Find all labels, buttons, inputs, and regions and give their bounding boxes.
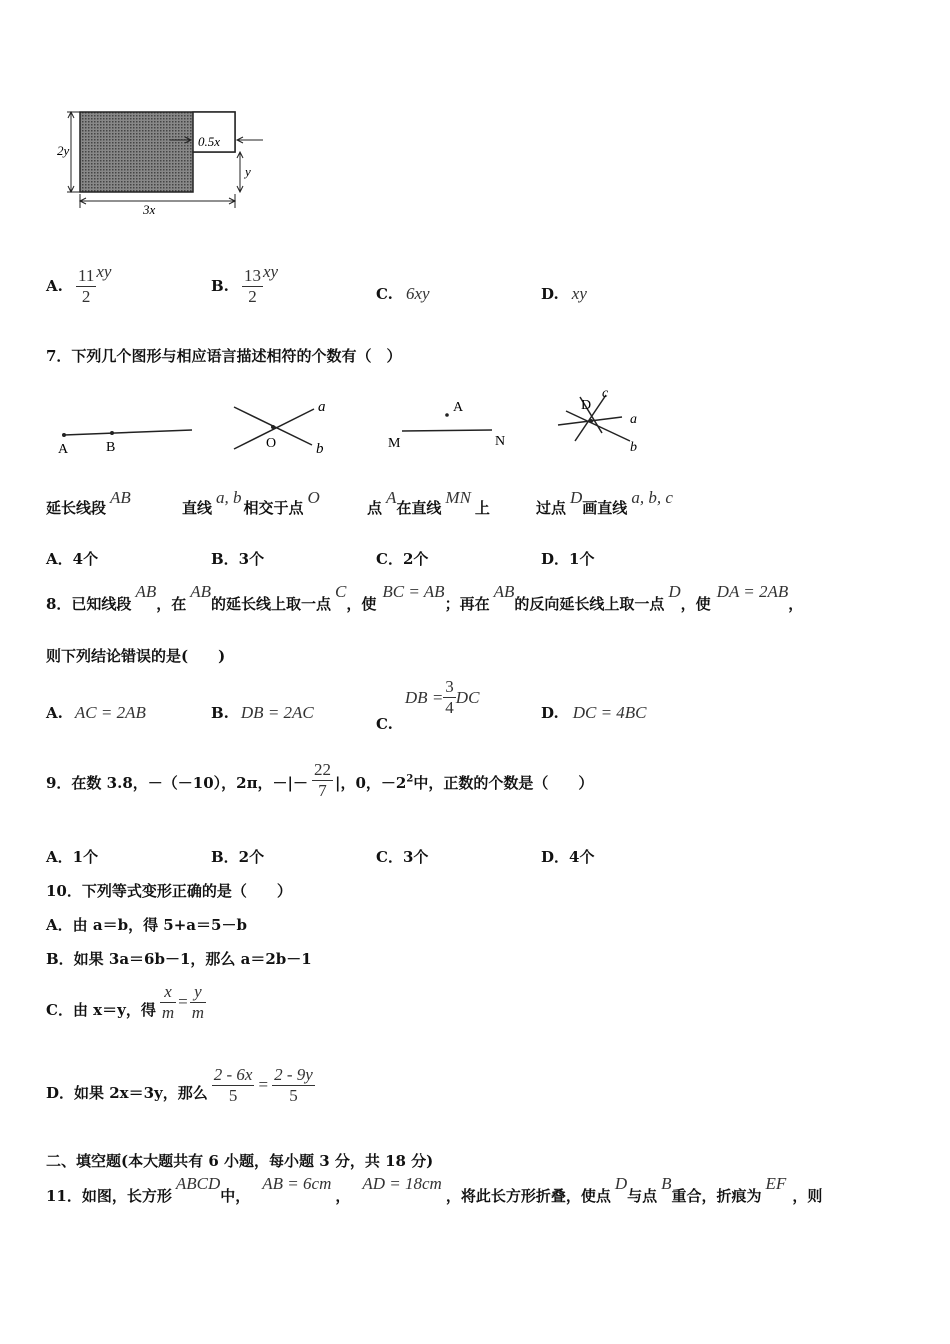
q7-desc-4: 过点D画直线a, b, c (536, 488, 673, 517)
fig1-point-b: B (106, 440, 116, 455)
q10-stem: 10．下列等式变形正确的是（ ） (46, 882, 292, 900)
q10-option-a[interactable]: A．由 a＝b，得 5+a＝5－b (46, 916, 247, 934)
q7-option-b[interactable]: B．3个 (211, 550, 265, 568)
q7-option-a[interactable]: A．4个 (46, 550, 99, 568)
q9-option-d[interactable]: D．4个 (541, 848, 595, 866)
section-2-heading: 二、填空题(本大题共有 6 小题，每小题 3 分，共 18 分) (46, 1152, 434, 1170)
svg-text:a: a (318, 399, 326, 415)
svg-text:O: O (266, 436, 277, 451)
q10-option-c[interactable]: C．由 x＝y，得 $\frac{x}{m}$ = $\frac{y}{m}$ (46, 982, 204, 1022)
svg-text:a: a (630, 412, 637, 427)
q6-option-c[interactable]: C. 6xy (376, 284, 430, 303)
q7-desc-3: 点A在直线MN上 (367, 488, 490, 517)
q8-option-b[interactable]: B. DB = 2AC (211, 703, 314, 722)
q10-option-d[interactable]: D．如果 2x＝3y，那么 $\frac{2 - 6x}{5}$ = $\frac{2 - 9y}{5}$ (46, 1065, 313, 1105)
label-0-5x: 0.5x (198, 134, 221, 149)
label-3x: 3x (143, 202, 156, 217)
label-2y: 2y (57, 143, 70, 158)
q8-option-d[interactable]: D. DC = 4BC (541, 703, 647, 722)
svg-text:M: M (388, 436, 401, 451)
q7-desc-1: 延长线段AB (46, 488, 131, 517)
q9-stem: 9．在数 3.8，－（－10），2π，－|－ $\frac{22}{7}$ |，0，$-2^2$中，正数的个数是（ ） (46, 760, 594, 800)
q11-stem: 11．如图，长方形ABCD中，AB = 6cm，AD = 18cm，将此长方形折叠，使点D与点B重合，折痕为EF，则 (46, 1174, 823, 1205)
q9-option-c[interactable]: C．3个 (376, 848, 429, 866)
q6-rectangle-figure (55, 100, 275, 220)
svg-text:N: N (495, 434, 506, 449)
q8-option-c[interactable]: C.DB = $\frac{3}{4}$ DC (376, 677, 480, 733)
fig1-point-a: A (58, 442, 69, 457)
q7-option-d[interactable]: D．1个 (541, 550, 595, 568)
svg-text:D: D (581, 398, 592, 413)
q6-option-a[interactable]: A. $\frac{11}{2}$ xy (46, 262, 112, 306)
option-letter: B. (211, 277, 229, 295)
q9-option-b[interactable]: B．2个 (211, 848, 265, 866)
q7-figures (40, 385, 680, 470)
q8-stem-line1: 8．已知线段AB，在AB的延长线上取一点C，使BC = AB；再在AB的反向延长线上取一点D，使DA = 2AB， (46, 582, 804, 613)
svg-text:b: b (316, 441, 324, 457)
q9-option-a[interactable]: A．1个 (46, 848, 99, 866)
svg-text:A: A (453, 400, 464, 415)
q6-option-b[interactable]: B. $\frac{13}{2}$ xy (211, 262, 279, 306)
svg-text:c: c (602, 386, 609, 401)
q8-stem-line2: 则下列结论错误的是( ) (46, 647, 226, 665)
label-y: y (245, 164, 251, 179)
q8-option-a[interactable]: A. AC = 2AB (46, 703, 146, 722)
option-letter: A. (46, 277, 63, 295)
q10-option-b[interactable]: B．如果 3a＝6b－1，那么 a＝2b－1 (46, 950, 312, 968)
svg-text:b: b (630, 440, 637, 455)
q7-desc-2: 直线a, b相交于点O (182, 488, 320, 517)
q7-stem: 7．下列几个图形与相应语言描述相符的个数有（ ） (46, 347, 402, 365)
q6-option-d[interactable]: D. xy (541, 284, 587, 303)
q7-option-c[interactable]: C．2个 (376, 550, 429, 568)
